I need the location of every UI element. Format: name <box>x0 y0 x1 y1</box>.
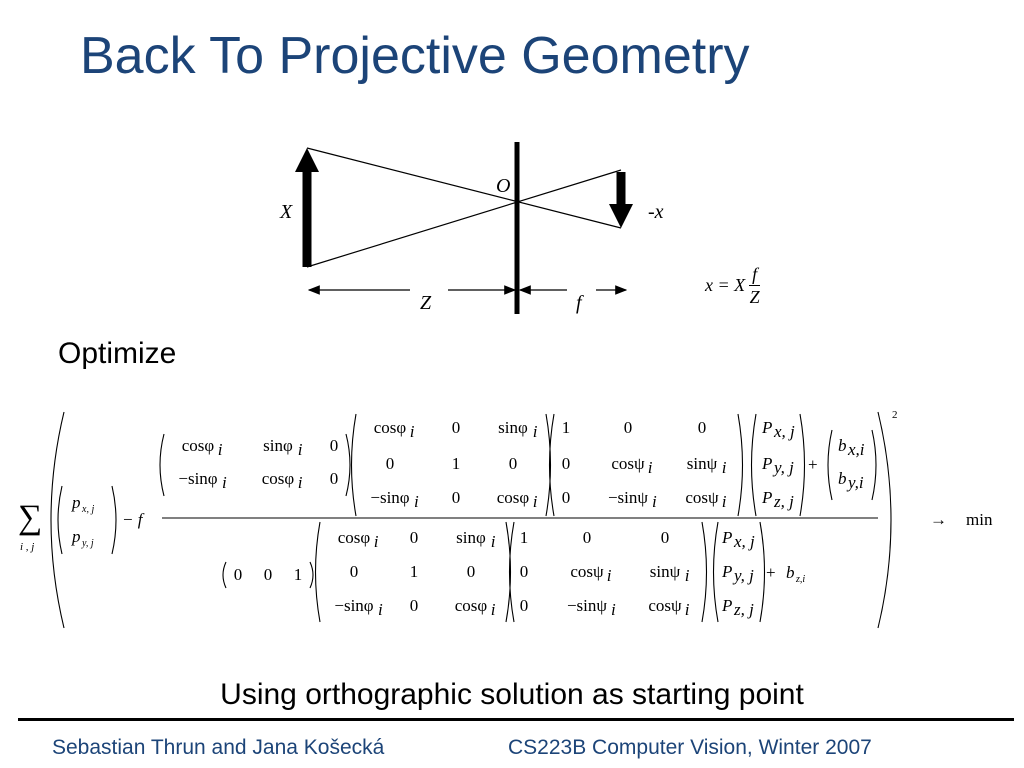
p-x: p <box>72 493 81 512</box>
optimize-label: Optimize <box>58 337 177 370</box>
footer-course: CS223B Computer Vision, Winter 2007 <box>508 736 872 759</box>
matrix-cell-subscript: i <box>297 473 303 492</box>
exponent: 2 <box>892 409 898 421</box>
den-b-z-sub: z,i <box>796 574 806 585</box>
matrix-cell: 0 <box>409 596 419 615</box>
num-ry-paren-left <box>352 414 357 516</box>
matrix-cell: 0 <box>385 454 395 473</box>
point-component: P <box>762 418 773 437</box>
offset-component-subscript: y,i <box>848 473 864 492</box>
matrix-cell: cosψ <box>648 596 682 615</box>
formula-denominator: Z <box>749 286 760 307</box>
matrix-cell: −sinφ <box>334 596 374 615</box>
matrix-cell: 0 <box>409 528 419 547</box>
den-rotation-y <box>334 528 495 619</box>
matrix-cell-subscript: i <box>490 600 496 619</box>
point-component: P <box>722 596 733 615</box>
matrix-cell-subscript: i <box>647 458 653 477</box>
den-p-paren-left <box>714 522 719 622</box>
point-component-subscript: x, j <box>774 422 795 441</box>
matrix-cell: 0 <box>561 488 571 507</box>
formula-lhs: x = X <box>705 274 746 295</box>
matrix-cell: 0 <box>329 469 339 488</box>
minus-f: − f <box>122 510 143 529</box>
matrix-cell: −sinψ <box>566 596 608 615</box>
matrix-cell-subscript: i <box>611 600 616 619</box>
formula-numerator: f <box>749 263 760 286</box>
matrix-cell: −sinφ <box>370 488 410 507</box>
matrix-cell: cosφ <box>337 528 371 547</box>
num-b-paren-right <box>872 430 876 500</box>
matrix-cell-subscript: i <box>684 600 690 619</box>
matrix-cell-subscript: i <box>652 492 657 511</box>
matrix-cell-subscript: i <box>606 566 612 585</box>
p-paren-left <box>58 486 62 554</box>
row-vector-entry: 1 <box>293 565 303 584</box>
point-component: P <box>722 528 733 547</box>
point-component-subscript: y, j <box>734 566 754 585</box>
point-component-subscript: x, j <box>734 532 755 551</box>
den-point-vector <box>721 528 755 619</box>
label-depth: Z <box>420 292 432 314</box>
matrix-cell: cosφ <box>496 488 530 507</box>
caption: Using orthographic solution as starting point <box>220 678 804 711</box>
num-rotation-z <box>178 436 338 492</box>
matrix-cell-subscript: i <box>409 422 415 441</box>
den-row-vector <box>234 565 303 584</box>
p-x-sub: x, j <box>82 504 95 515</box>
matrix-cell-subscript: i <box>297 440 303 459</box>
point-component: P <box>762 488 773 507</box>
p-y: p <box>72 527 81 546</box>
matrix-cell: cosφ <box>373 418 407 437</box>
matrix-cell: 0 <box>561 454 571 473</box>
matrix-cell-subscript: i <box>532 422 538 441</box>
matrix-cell: sinφ <box>263 436 293 455</box>
matrix-cell: cosψ <box>685 488 719 507</box>
matrix-cell-subscript: i <box>721 492 727 511</box>
num-rx-paren-right <box>738 414 743 516</box>
matrix-cell: 0 <box>451 418 461 437</box>
offset-component-subscript: x,i <box>848 440 865 459</box>
matrix-cell: cosψ <box>570 562 604 581</box>
matrix-cell: 0 <box>697 418 707 437</box>
num-rz-paren-left <box>160 434 164 496</box>
p-y-sub: y, j <box>82 538 94 549</box>
matrix-cell: 0 <box>660 528 670 547</box>
row-vec-paren-right <box>310 562 313 588</box>
footer-authors: Sebastian Thrun and Jana Košecká <box>52 736 385 759</box>
matrix-cell: 1 <box>451 454 461 473</box>
matrix-cell: sinφ <box>456 528 486 547</box>
min-label: min <box>966 510 993 529</box>
den-plus: + <box>766 563 776 582</box>
den-b-z: b <box>786 563 795 582</box>
label-optical-center: O <box>496 175 511 197</box>
matrix-cell: 0 <box>623 418 633 437</box>
matrix-cell-subscript: i <box>532 492 538 511</box>
matrix-cell: 0 <box>349 562 359 581</box>
num-b-paren-left <box>828 430 832 500</box>
matrix-cell: 0 <box>451 488 461 507</box>
point-component-subscript: z, j <box>774 492 794 511</box>
label-focal-length: f <box>576 292 582 314</box>
matrix-cell: 0 <box>466 562 476 581</box>
matrix-cell-subscript: i <box>490 532 496 551</box>
matrix-cell: 0 <box>519 596 529 615</box>
matrix-cell: cosφ <box>454 596 488 615</box>
matrix-cell: 1 <box>561 418 571 437</box>
num-plus: + <box>808 455 818 474</box>
num-p-paren-right <box>800 414 805 516</box>
num-rz-paren-right <box>346 434 350 496</box>
den-ry-paren-left <box>316 522 321 622</box>
matrix-cell: 0 <box>508 454 518 473</box>
den-rotation-x <box>520 528 690 619</box>
p-paren-right <box>112 486 116 554</box>
point-component: P <box>762 454 773 473</box>
matrix-cell: sinψ <box>686 454 718 473</box>
den-p-paren-right <box>760 522 765 622</box>
row-vec-paren-left <box>223 562 226 588</box>
label-object-height: X <box>280 201 293 223</box>
outer-paren-right <box>878 412 891 628</box>
matrix-cell: 0 <box>582 528 592 547</box>
matrix-cell-subscript: i <box>414 492 419 511</box>
point-component-subscript: y, j <box>774 458 794 477</box>
point-component-subscript: z, j <box>734 600 754 619</box>
matrix-cell: 1 <box>409 562 419 581</box>
matrix-cell: sinψ <box>649 562 681 581</box>
num-rotation-y <box>370 418 537 511</box>
num-rotation-x <box>562 418 727 511</box>
matrix-cell: −sinφ <box>178 469 218 488</box>
sum-subscript: i , j <box>20 541 35 553</box>
offset-component: b <box>838 436 847 455</box>
point-component: P <box>722 562 733 581</box>
matrix-cell-subscript: i <box>684 566 690 585</box>
slide-title: Back To Projective Geometry <box>80 27 750 85</box>
matrix-cell: sinφ <box>498 418 528 437</box>
matrix-cell: cosφ <box>181 436 215 455</box>
matrix-cell-subscript: i <box>217 440 223 459</box>
matrix-cell: 0 <box>329 436 339 455</box>
den-rx-paren-right <box>702 522 707 622</box>
matrix-cell: −sinψ <box>607 488 649 507</box>
footer-divider <box>18 718 1014 721</box>
num-point-vector <box>761 418 795 511</box>
matrix-cell: cosψ <box>611 454 645 473</box>
matrix-cell-subscript: i <box>373 532 379 551</box>
row-vector-entry: 0 <box>263 565 273 584</box>
num-b-vector <box>838 436 865 492</box>
label-image-height: -x <box>648 201 664 223</box>
matrix-cell: 1 <box>519 528 529 547</box>
row-vector-entry: 0 <box>233 565 243 584</box>
offset-component: b <box>838 469 847 488</box>
sum-symbol: ∑ <box>18 499 43 536</box>
matrix-cell: cosφ <box>261 469 295 488</box>
matrix-cell-subscript: i <box>222 473 227 492</box>
num-p-paren-left <box>752 414 757 516</box>
matrix-cell-subscript: i <box>721 458 727 477</box>
min-arrow: → <box>930 510 947 529</box>
matrix-cell-subscript: i <box>378 600 383 619</box>
matrix-cell: 0 <box>519 562 529 581</box>
